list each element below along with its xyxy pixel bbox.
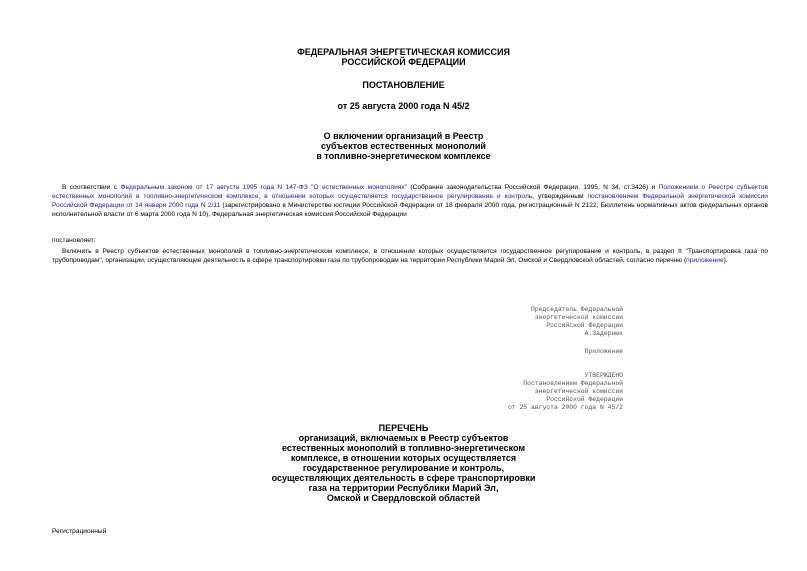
list-title-line-3: естественных монополий в топливно-энергетическом	[281, 443, 526, 453]
document-type: ПОСТАНОВЛЕНИЕ	[362, 80, 445, 90]
issuer-line-1: ФЕДЕРАЛЬНАЯ ЭНЕРГЕТИЧЕСКАЯ КОМИССИЯ	[297, 47, 510, 57]
preamble-text-2: (Собрание законодательства Российской Федерации, 1995, N 34, ст.3426) и	[407, 184, 659, 191]
fek-resolution-link[interactable]: постановлением Федеральной энергетической комиссии Российской Федерации от 14 января 2000 года N 2/11	[52, 193, 768, 210]
preamble-paragraph	[52, 183, 768, 219]
signature-line-1: Председатель Федеральной	[530, 306, 623, 313]
list-title-line-1: ПЕРЕЧЕНЬ	[378, 423, 429, 433]
list-title-line-5: государственное регулирование и контроль,	[302, 463, 505, 473]
list-title	[0, 423, 807, 503]
appendix-label: Приложение	[584, 348, 623, 355]
registry-regulation-link[interactable]: Положением о Реестре субъектов естественных монополий в топливно-энергетическом комплексе, в отношении которых осуществляется государственное регулирование и контроль	[52, 184, 768, 201]
issuer-line-2: РОССИЙСКОЙ ФЕДЕРАЦИИ	[341, 57, 466, 67]
signature-block	[531, 306, 623, 338]
approval-line-5: от 25 августа 2000 года N 45/2	[507, 404, 623, 411]
approval-line-4: Российской Федерации	[546, 396, 623, 403]
decision-paragraph	[52, 247, 768, 265]
signature-line-3: Российской Федерации	[546, 322, 623, 329]
subject-line-3: в топливно-энергетическом комплексе	[316, 151, 491, 161]
signature-line-2: энергетической комиссии	[534, 314, 623, 321]
list-title-line-6: осуществляющих деятельность в сфере транспортировки	[271, 473, 536, 483]
subject-line-2: субъектов естественных монополий	[321, 141, 486, 151]
document-header	[0, 47, 807, 67]
table-header-registration: Регистрационный	[52, 528, 107, 535]
document-date: от 25 августа 2000 года N 45/2	[337, 101, 470, 111]
approval-block	[508, 372, 623, 412]
preamble-text-1: В соответствии с	[62, 184, 121, 191]
list-title-line-2: организаций, включаемых в Реестр субъектов	[298, 433, 509, 443]
preamble-text-3: , утвержденным	[532, 193, 588, 201]
signature-name: А.Задернюк	[584, 330, 623, 337]
list-title-line-7: газа на территории Республики Марий Эл,	[308, 483, 499, 493]
subject-line-1: О включении организаций в Реестр	[323, 131, 484, 141]
federal-law-link[interactable]: Федеральным законом от 17 августа 1995 года N 147-ФЗ "О естественных монополиях"	[120, 184, 408, 191]
document-subject	[0, 131, 807, 161]
approval-line-1: УТВЕРЖДЕНО	[584, 372, 623, 379]
approval-line-2: Постановлением Федеральной	[523, 380, 623, 387]
list-title-line-8: Омской и Свердловской областей	[326, 493, 481, 503]
decision-text-2: ).	[723, 257, 728, 265]
appendix-link[interactable]: приложение	[686, 257, 724, 265]
approval-line-3: энергетической комиссии	[534, 388, 623, 395]
preamble-text-4: (зарегистрировано в Министерстве юстиции Российской Федерации от 18 февраля 2000 года, регистрационный N 2122, Бюллетень нормативных актов федеральных органов исполнительной власти от 6 марта 2000 года N 10), Федеральная энергетическая комиссия Российской Федерации	[52, 202, 768, 219]
list-title-line-4: комплексе, в отношении которых осуществляется	[290, 453, 517, 463]
decision-text-1: Включить в Реестр субъектов естественных монополий в топливно-энергетическом комплексе, в отношении которых осуществляется государственное регулирование и контроль, в раздел II "Транспортировка газа по трубопроводам", организации, осуществляющие деятельность в сфере транспортировки газа по трубопроводам на территории Республики Марий Эл, Омской и Свердловской областей, согласно перечню (	[52, 248, 768, 265]
resolves-label: постановляет:	[52, 237, 96, 244]
